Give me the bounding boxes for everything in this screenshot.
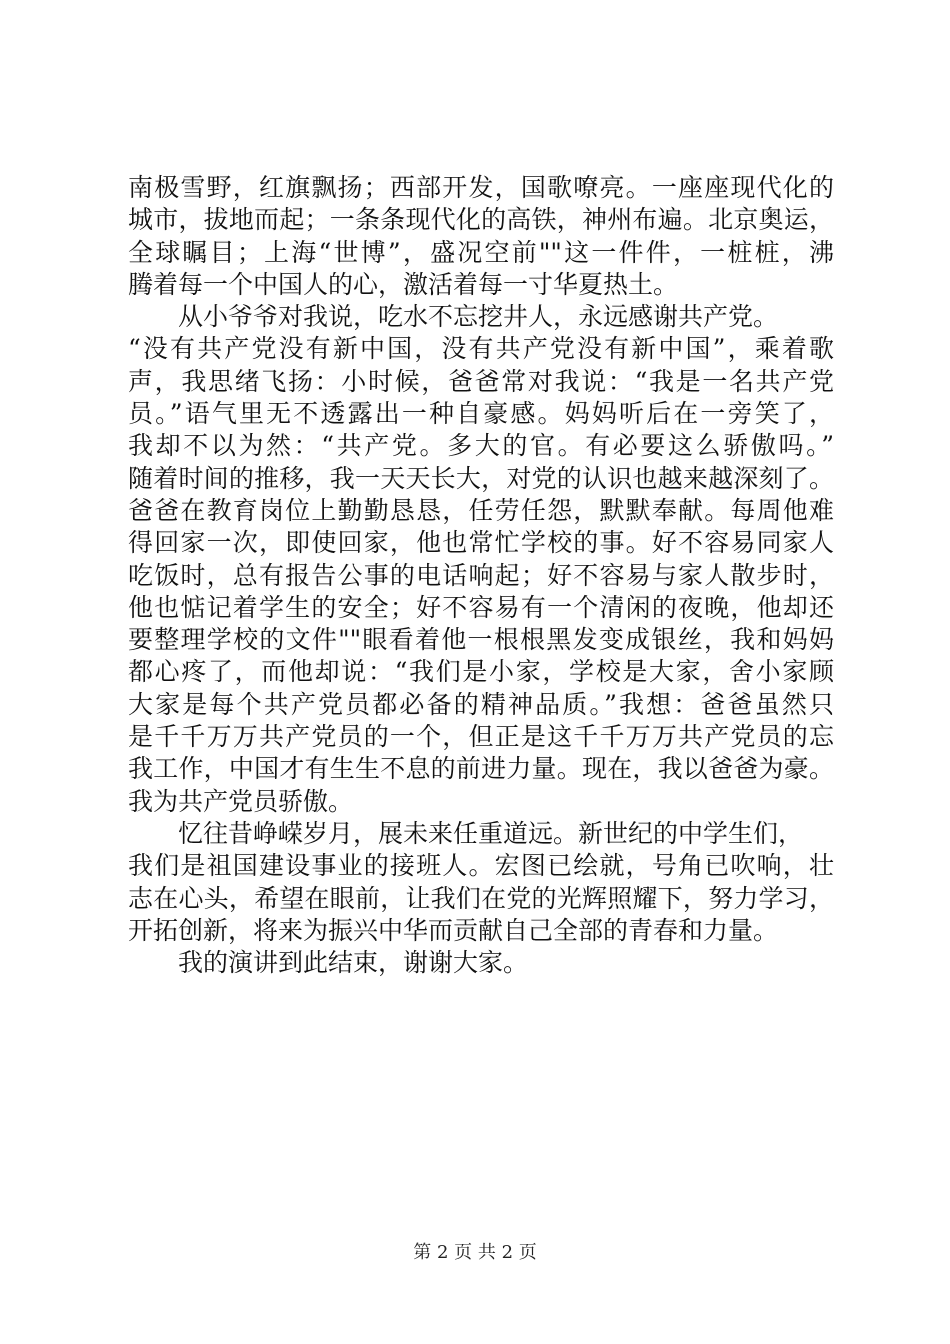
text-line: 得回家一次，即使回家，他也常忙学校的事。好不容易同家人 [128, 528, 834, 558]
text-line: “没有共产党没有新中国，没有共产党没有新中国”，乘着歌 [128, 334, 834, 364]
text-line: 他也惦记着学生的安全；好不容易有一个清闲的夜晚，他却还 [128, 592, 834, 622]
text-line: 腾着每一个中国人的心，激活着每一寸华夏热土。 [128, 269, 679, 299]
text-line: 开拓创新，将来为振兴中华而贡献自己全部的青春和力量。 [128, 915, 779, 945]
text-line: 城市，拔地而起；一条条现代化的高铁，神州布遍。北京奥运， [128, 205, 834, 235]
text-line: 吃饭时，总有报告公事的电话响起；好不容易与家人散步时， [128, 560, 834, 590]
text-line: 忆往昔峥嵘岁月，展未来任重道远。新世纪的中学生们， [178, 818, 804, 848]
text-line: 我却不以为然：“共产党。多大的官。有必要这么骄傲吗。” [128, 431, 834, 461]
document-body [128, 172, 834, 979]
page-footer: 第 2 页 共 2 页 [413, 1242, 537, 1263]
text-line: 要整理学校的文件""眼看着他一根根黑发变成银丝，我和妈妈 [128, 625, 834, 655]
text-line: 南极雪野，红旗飘扬；西部开发，国歌嘹亮。一座座现代化的 [128, 173, 834, 202]
text-line: 爸爸在教育岗位上勤勤恳恳，任劳任怨，默默奉献。每周他难 [128, 495, 834, 525]
text-line: 我为共产党员骄傲。 [128, 786, 354, 816]
text-line: 我们是祖国建设事业的接班人。宏图已绘就，号角已吹响，壮 [128, 851, 834, 881]
text-line: 随着时间的推移，我一天天长大，对党的认识也越来越深刻了。 [128, 463, 834, 493]
text-line: 声，我思绪飞扬：小时候，爸爸常对我说：“我是一名共产党 [128, 366, 834, 396]
text-line: 我的演讲到此结束，谢谢大家。 [178, 948, 529, 978]
text-line: 都心疼了，而他却说：“我们是小家，学校是大家，舍小家顾 [128, 657, 834, 687]
text-line: 志在心头，希望在眼前，让我们在党的光辉照耀下，努力学习， [128, 883, 834, 913]
text-line: 是千千万万共产党员的一个，但正是这千千万万共产党员的忘 [128, 722, 834, 752]
text-line: 全球瞩目；上海“世博”，盛况空前""这一件件，一桩桩，沸 [128, 237, 834, 267]
text-line: 我工作，中国才有生生不息的前进力量。现在，我以爸爸为豪。 [128, 754, 834, 784]
text-line: 从小爷爷对我说，吃水不忘挖井人，永远感谢共产党。 [178, 302, 779, 332]
text-line: 大家是每个共产党员都必备的精神品质。”我想：爸爸虽然只 [128, 689, 834, 719]
text-line: 员。”语气里无不透露出一种自豪感。妈妈听后在一旁笑了， [128, 399, 834, 429]
